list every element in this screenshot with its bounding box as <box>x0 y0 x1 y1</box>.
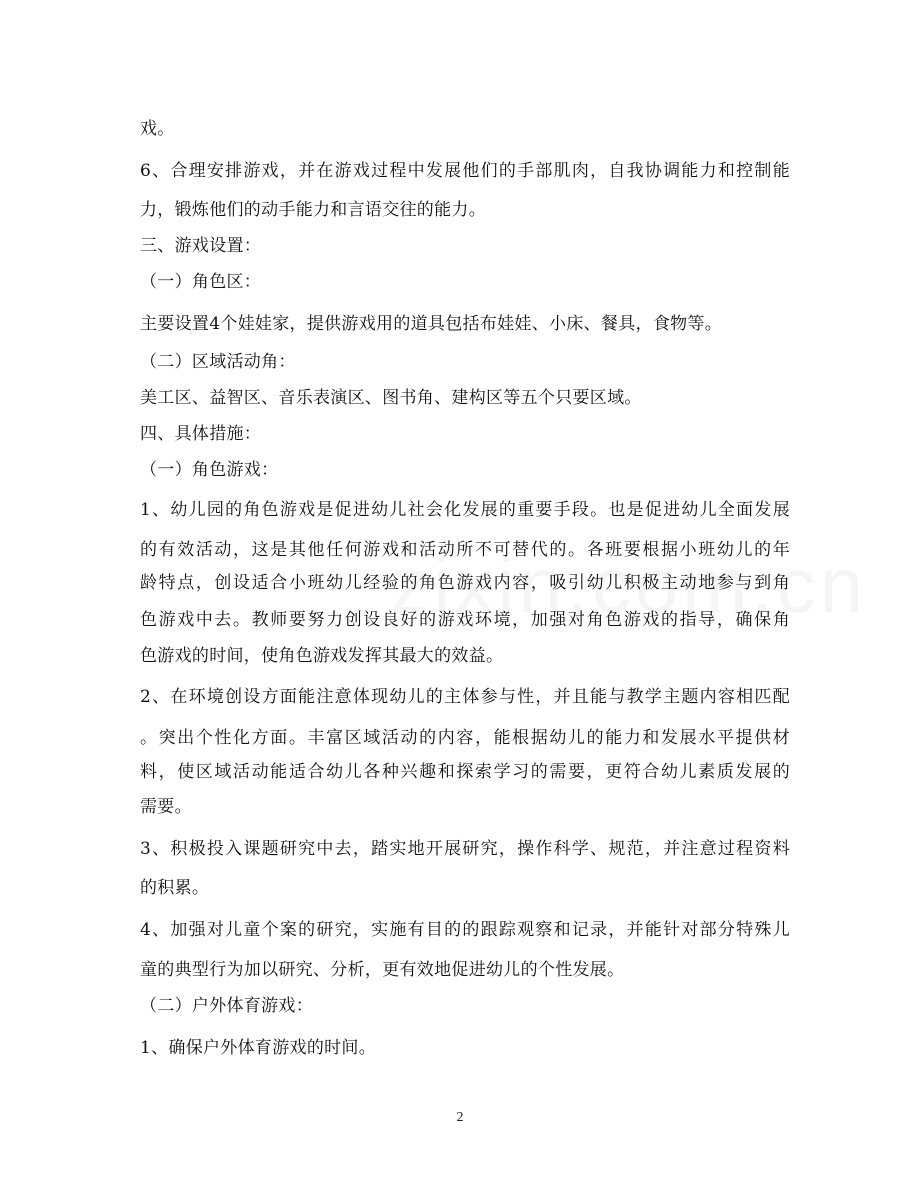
text-line: 4、加强对儿童个案的研究，实施有目的的跟踪观察和记录，并能针对部分特殊儿 <box>140 920 790 940</box>
text-line: 戏。 <box>140 119 175 139</box>
text-line: 料，使区域活动能适合幼儿各种兴趣和探索学习的需要，更符合幼儿素质发展的 <box>140 762 790 782</box>
text-line: 的积累。 <box>140 878 210 898</box>
section-heading: 四、具体措施： <box>140 424 262 444</box>
text-line: 需要。 <box>140 797 192 817</box>
page-number: 2 <box>456 1110 464 1125</box>
text-line: 3、积极投入课题研究中去，踏实地开展研究，操作科学、规范，并注意过程资料 <box>140 839 790 859</box>
text-line: 主要设置4个娃娃家，提供游戏用的道具包括布娃娃、小床、餐具，食物等。 <box>140 314 723 334</box>
text-line: 。突出个性化方面。丰富区域活动的内容，能根据幼儿的能力和发展水平提供材 <box>140 728 790 748</box>
text-line: 色游戏中去。教师要努力创设良好的游戏环境，加强对角色游戏的指导，确保角 <box>140 610 790 630</box>
text-line: 2、在环境创设方面能注意体现幼儿的主体参与性，并且能与教学主题内容相匹配 <box>140 687 790 707</box>
text-line: 的有效活动，这是其他任何游戏和活动所不可替代的。各班要根据小班幼儿的年 <box>140 540 790 560</box>
subsection-heading: （一）角色区： <box>140 272 262 292</box>
text-line: 1、确保户外体育游戏的时间。 <box>140 1038 377 1058</box>
subsection-heading: （二）户外体育游戏： <box>140 996 313 1016</box>
text-line: 美工区、益智区、音乐表演区、图书角、建构区等五个只要区域。 <box>140 388 642 408</box>
section-heading: 三、游戏设置： <box>140 236 262 256</box>
text-line: 色游戏的时间，使角色游戏发挥其最大的效益。 <box>140 646 504 666</box>
subsection-heading: （一）角色游戏： <box>140 460 279 480</box>
text-line: 1、幼儿园的角色游戏是促进幼儿社会化发展的重要手段。也是促进幼儿全面发展 <box>140 500 790 520</box>
text-line: 力，锻炼他们的动手能力和言语交往的能力。 <box>140 200 486 220</box>
text-line: 6、合理安排游戏，并在游戏过程中发展他们的手部肌肉，自我协调能力和控制能 <box>140 161 790 181</box>
text-line: 童的典型行为加以研究、分析，更有效地促进幼儿的个性发展。 <box>140 960 625 980</box>
subsection-heading: （二）区域活动角： <box>140 352 296 372</box>
text-line: 龄特点，创设适合小班幼儿经验的角色游戏内容，吸引幼儿积极主动地参与到角 <box>140 573 790 593</box>
watermark <box>390 540 867 631</box>
